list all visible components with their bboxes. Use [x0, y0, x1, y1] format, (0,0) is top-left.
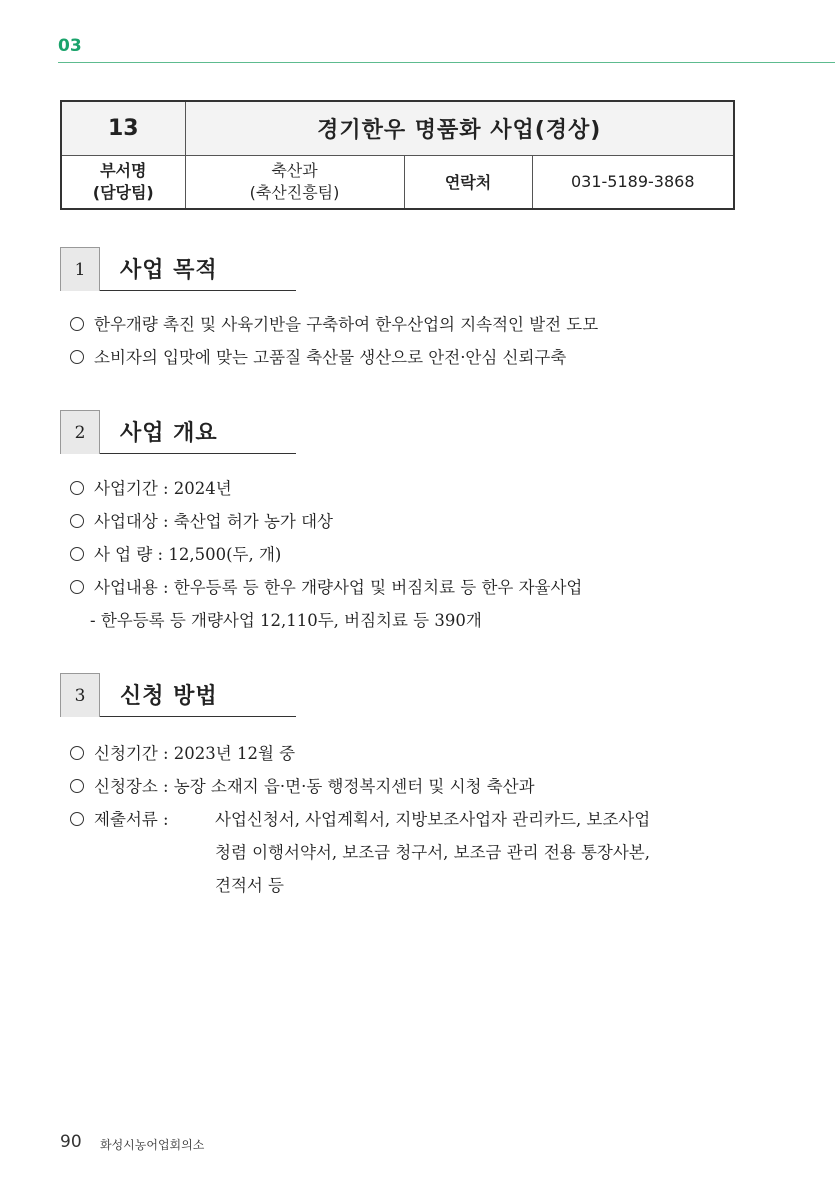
list-item [70, 541, 281, 565]
section-title: 사업 목적 [120, 258, 218, 283]
circle-bullet-icon [70, 317, 84, 331]
circle-bullet-icon [70, 580, 84, 594]
circle-bullet-icon [70, 746, 84, 760]
chapter-divider [58, 62, 835, 63]
section-heading-overview [60, 410, 296, 454]
department-value-line2: (축산진흥팀) [249, 182, 340, 202]
documents-line: 청렴 이행서약서, 보조금 청구서, 보조금 관리 전용 통장사본, [215, 843, 650, 862]
circle-bullet-icon [70, 481, 84, 495]
project-number: 13 [61, 101, 185, 155]
documents-line: 사업신청서, 사업계획서, 지방보조사업자 관리카드, 보조사업 [215, 810, 651, 829]
circle-bullet-icon [70, 514, 84, 528]
list-item [70, 344, 566, 368]
list-item-text: 사업내용 : 한우등록 등 한우 개량사업 및 버짐치료 등 한우 자율사업 [94, 578, 583, 597]
list-item [70, 508, 333, 532]
list-item-text: 신청장소 : 농장 소재지 읍·면·동 행정복지센터 및 시청 축산과 [94, 777, 535, 796]
list-item [70, 740, 295, 764]
project-info-table [60, 100, 735, 210]
list-item-text: 사업기간 : 2024년 [94, 479, 232, 498]
circle-bullet-icon [70, 547, 84, 561]
department-label [61, 155, 185, 209]
sub-item: - 한우등록 등 개량사업 12,110두, 버짐치료 등 390개 [90, 611, 482, 630]
department-label-line2: (담당팀) [92, 182, 154, 202]
contact-label: 연락처 [404, 155, 532, 209]
list-item-text: 사업대상 : 축산업 허가 농가 대상 [94, 512, 333, 531]
section-number: 2 [60, 410, 100, 454]
project-title: 경기한우 명품화 사업(경상) [185, 101, 734, 155]
chapter-number: 03 [58, 36, 82, 56]
list-item [70, 475, 232, 499]
list-item-text: 한우개량 촉진 및 사육기반을 구축하여 한우산업의 지속적인 발전 도모 [94, 315, 599, 334]
footer-organization: 화성시농어업회의소 [100, 1138, 205, 1152]
list-item-text: 신청기간 : 2023년 12월 중 [94, 744, 296, 763]
circle-bullet-icon [70, 779, 84, 793]
section-title: 사업 개요 [120, 421, 218, 446]
documents-line: 견적서 등 [215, 876, 285, 895]
section-number: 1 [60, 247, 100, 291]
list-item [70, 773, 535, 797]
list-item-documents [70, 806, 169, 830]
department-value-line1: 축산과 [271, 160, 318, 180]
list-item-text: 소비자의 입맛에 맞는 고품질 축산물 생산으로 안전·안심 신뢰구축 [94, 348, 567, 367]
page-number: 90 [60, 1132, 82, 1152]
list-item-text: 사 업 량 : 12,500(두, 개) [94, 545, 282, 564]
section-title: 신청 방법 [120, 684, 218, 709]
contact-value: 031-5189-3868 [532, 155, 734, 209]
documents-label: 제출서류 : [94, 810, 169, 829]
department-label-line1: 부서명 [100, 160, 147, 180]
list-item [70, 311, 598, 335]
list-item [70, 574, 582, 598]
department-value [185, 155, 404, 209]
section-number: 3 [60, 673, 100, 717]
circle-bullet-icon [70, 812, 84, 826]
circle-bullet-icon [70, 350, 84, 364]
section-heading-application [60, 673, 296, 717]
section-heading-purpose [60, 247, 296, 291]
